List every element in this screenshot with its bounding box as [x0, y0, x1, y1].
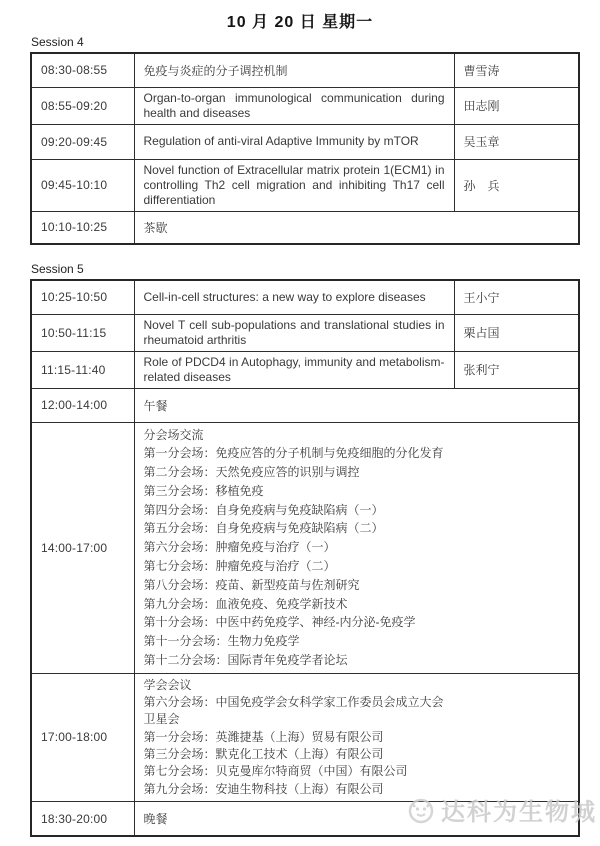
- time-cell: 10:50-11:15: [31, 314, 134, 351]
- dinner-cell: 晚餐: [134, 801, 579, 836]
- table-row: [31, 314, 579, 351]
- talk-title-cell: Regulation of anti-viral Adaptive Immunity by mTOR: [134, 124, 454, 159]
- session-line: 第六分会场：肿瘤免疫与治疗（一）: [143, 540, 336, 555]
- dinner-row: [31, 801, 579, 836]
- page-title: 10 月 20 日 星期一: [226, 14, 374, 31]
- block-heading-line: 分会场交流: [143, 427, 204, 442]
- session-line: 第七分会场：贝克曼库尔特商贸（中国）有限公司: [143, 764, 408, 779]
- talk-title-cell: Cell-in-cell structures: a new way to explore diseases: [134, 280, 454, 314]
- session5-label: Session 5: [31, 262, 84, 276]
- session-line: 第六分会场：中国免疫学会女科学家工作委员会成立大会: [143, 695, 444, 710]
- time-cell: 09:20-09:45: [31, 124, 134, 159]
- session-line: 第十二分会场：国际青年免疫学者论坛: [143, 653, 348, 668]
- talk-title-cell: Novel T cell sub-populations and translational studies in rheumatoid arthritis: [134, 314, 454, 351]
- speaker-cell: 吴玉章: [454, 124, 579, 159]
- parallel-sessions-row: [31, 422, 579, 673]
- session-line: 第一分会场：英潍捷基（上海）贸易有限公司: [143, 729, 384, 744]
- time-cell: 08:55-09:20: [31, 87, 134, 124]
- block-heading-line: 卫星会: [143, 712, 180, 727]
- table-row: [31, 351, 579, 388]
- speaker-cell: 曹雪涛: [454, 53, 579, 87]
- watermark-text: 达科为生物城: [441, 799, 597, 826]
- table-row: [31, 280, 579, 314]
- parallel-sessions-cell: [134, 422, 579, 673]
- speaker-cell: 田志刚: [454, 87, 579, 124]
- time-cell: 14:00-17:00: [31, 422, 134, 673]
- session-line: 第九分会场：血液免疫、免疫学新技术: [143, 596, 348, 611]
- session5-table: [30, 279, 580, 837]
- block-heading-line: 学会会议: [143, 677, 192, 692]
- talk-title-cell: Role of PDCD4 in Autophagy, immunity and metabolism-related diseases: [134, 351, 454, 388]
- table-row: [31, 124, 579, 159]
- session-line: 第十一分会场：生物力免疫学: [143, 634, 300, 649]
- lunch-row: [31, 388, 579, 422]
- talk-title-cell: Novel function of Extracellular matrix protein 1(ECM1) in controlling Th2 cell migration and inhibiting Th17 cell differentiation: [134, 159, 454, 211]
- table-row: [31, 53, 579, 87]
- table-row: [31, 87, 579, 124]
- time-cell: 12:00-14:00: [31, 388, 134, 422]
- session-line: 第五分会场：自身免疫病与免疫缺陷病（二）: [143, 521, 384, 536]
- time-cell: 18:30-20:00: [31, 801, 134, 836]
- speaker-cell: 孙 兵: [454, 159, 579, 211]
- session-line: 第一分会场：免疫应答的分子机制与免疫细胞的分化发育: [143, 446, 444, 461]
- time-cell: 08:30-08:55: [31, 53, 134, 87]
- lunch-cell: 午餐: [134, 388, 579, 422]
- tea-break-row: [31, 211, 579, 244]
- evening-sessions-cell: [134, 673, 579, 801]
- session-line: 第四分会场：自身免疫病与免疫缺陷病（一）: [143, 502, 384, 517]
- session-line: 第八分会场：疫苗、新型疫苗与佐剂研究: [143, 577, 360, 592]
- tea-break-cell: 茶歇: [134, 211, 579, 244]
- talk-title-cell: Organ-to-organ immunological communication during health and diseases: [134, 87, 454, 124]
- session4-table: [30, 52, 580, 245]
- time-cell: 17:00-18:00: [31, 673, 134, 801]
- time-cell: 10:25-10:50: [31, 280, 134, 314]
- evening-sessions-row: [31, 673, 579, 801]
- session-line: 第七分会场：肿瘤免疫与治疗（二）: [143, 559, 336, 574]
- time-cell: 10:10-10:25: [31, 211, 134, 244]
- session-line: 第三分会场：移植免疫: [143, 483, 264, 498]
- session-line: 第三分会场：默克化工技术（上海）有限公司: [143, 747, 384, 762]
- table-row: [31, 159, 579, 211]
- speaker-cell: 张利宁: [454, 351, 579, 388]
- session-line: 第九分会场：安迪生物科技（上海）有限公司: [143, 781, 384, 796]
- talk-title-cell: 免疫与炎症的分子调控机制: [134, 53, 454, 87]
- session-line: 第十分会场：中医中药免疫学、神经-内分泌-免疫学: [143, 615, 416, 630]
- speaker-cell: 栗占国: [454, 314, 579, 351]
- schedule-content: [0, 35, 600, 837]
- time-cell: 11:15-11:40: [31, 351, 134, 388]
- time-cell: 09:45-10:10: [31, 159, 134, 211]
- session-line: 第二分会场：天然免疫应答的识别与调控: [143, 465, 360, 480]
- speaker-cell: 王小宁: [454, 280, 579, 314]
- session4-label: Session 4: [31, 35, 84, 49]
